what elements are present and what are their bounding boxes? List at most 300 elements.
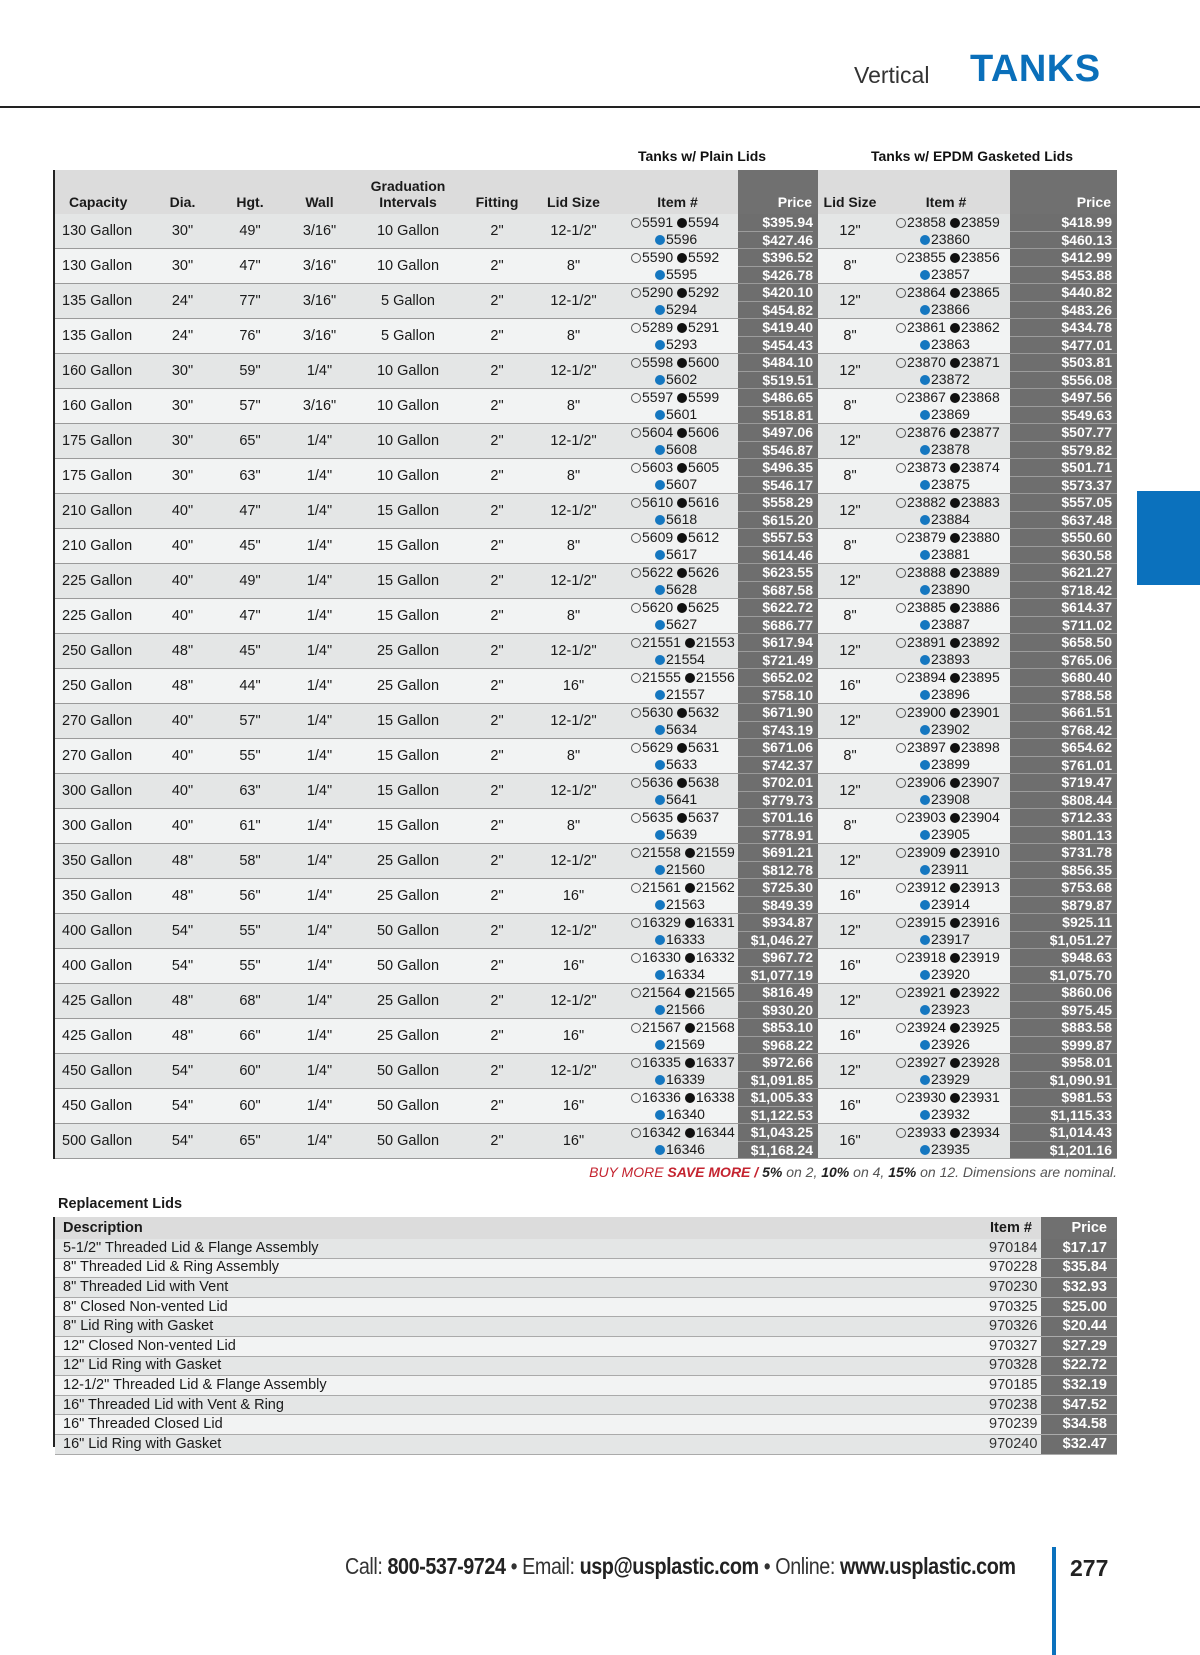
- repl-description: 12-1/2" Threaded Lid & Flange Assembly: [55, 1376, 981, 1396]
- price-standard: $434.78: [1010, 319, 1112, 337]
- item-black: 16337: [695, 1054, 735, 1070]
- item-natural: 23861: [907, 319, 946, 335]
- epdm-price-cell: [1010, 844, 1117, 879]
- graduation-cell: 5 Gallon: [352, 319, 464, 354]
- black-color-icon: [950, 393, 960, 403]
- replacement-row: [55, 1415, 1117, 1435]
- hgt-cell: 61": [213, 809, 287, 844]
- natural-color-icon: [631, 708, 641, 718]
- epdm-items-cell: [882, 249, 1010, 284]
- item-natural: 16336: [642, 1089, 681, 1105]
- price-standard: $967.72: [738, 949, 813, 967]
- graduation-cell: 10 Gallon: [352, 214, 464, 249]
- epdm-items-cell: [882, 1019, 1010, 1054]
- graduation-cell: 15 Gallon: [352, 529, 464, 564]
- epdm-items-cell: [882, 669, 1010, 704]
- item-black: 23928: [960, 1054, 1000, 1070]
- website-link[interactable]: www.usplastic.com: [839, 1553, 1016, 1579]
- lid-size-cell: 16": [530, 879, 617, 914]
- lid-size-cell: 12-1/2": [530, 984, 617, 1019]
- item-natural: 21564: [642, 984, 681, 1000]
- fitting-cell: 2": [464, 914, 530, 949]
- price-blue: $801.13: [1061, 827, 1112, 843]
- blue-color-icon: [920, 340, 930, 350]
- epdm-lids-group-header: Tanks w/ EPDM Gasketed Lids: [870, 148, 1074, 164]
- hgt-cell: 47": [213, 599, 287, 634]
- epdm-lid-size-cell: 16": [818, 879, 882, 914]
- wall-cell: 1/4": [287, 529, 352, 564]
- repl-price: $20.44: [1041, 1317, 1117, 1337]
- item-black: 21559: [695, 844, 735, 860]
- epdm-price-cell: [1010, 1124, 1117, 1159]
- hgt-cell: 59": [213, 354, 287, 389]
- discount-1: 5%: [762, 1164, 783, 1180]
- item-blue: 5294: [666, 301, 698, 317]
- footer-rule: [1052, 1547, 1056, 1655]
- item-blue: 5634: [666, 721, 698, 737]
- black-color-icon: [677, 463, 687, 473]
- plain-items-cell: [617, 914, 738, 949]
- black-color-icon: [950, 953, 960, 963]
- price-standard: $972.66: [738, 1054, 813, 1072]
- black-color-icon: [677, 708, 687, 718]
- dia-cell: 30": [152, 354, 213, 389]
- table-row: [55, 774, 1117, 809]
- blue-color-icon: [655, 1110, 665, 1120]
- price-blue: $1,051.27: [1049, 932, 1112, 948]
- item-blue: 23890: [931, 581, 970, 597]
- item-natural: 5620: [642, 599, 674, 615]
- epdm-items-cell: [882, 214, 1010, 249]
- price-blue: $765.06: [1061, 652, 1112, 668]
- table-row: [55, 1019, 1117, 1054]
- epdm-items-cell: [882, 354, 1010, 389]
- price-blue: $556.08: [1061, 372, 1112, 388]
- item-blue: 23893: [931, 651, 970, 667]
- plain-price-cell: [738, 494, 818, 529]
- epdm-items-cell: [882, 914, 1010, 949]
- capacity-cell: 175 Gallon: [55, 424, 152, 459]
- item-natural: 5630: [642, 704, 674, 720]
- hgt-cell: 63": [213, 459, 287, 494]
- price-standard: $925.11: [1010, 914, 1112, 932]
- item-natural: 5629: [642, 739, 674, 755]
- repl-price: $47.52: [1041, 1395, 1117, 1415]
- table-row: [55, 494, 1117, 529]
- item-blue: 23929: [931, 1071, 970, 1087]
- natural-color-icon: [631, 428, 641, 438]
- capacity-cell: 425 Gallon: [55, 1019, 152, 1054]
- table-row: [55, 564, 1117, 599]
- repl-description: 12" Lid Ring with Gasket: [55, 1356, 981, 1376]
- price-standard: $816.49: [738, 984, 813, 1002]
- discount-2-text: on 4,: [849, 1164, 889, 1180]
- epdm-lid-size-cell: 12": [818, 354, 882, 389]
- item-natural: 16330: [642, 949, 681, 965]
- natural-color-icon: [631, 953, 641, 963]
- price-blue: $779.73: [762, 792, 813, 808]
- epdm-lid-size-cell: 12": [818, 1054, 882, 1089]
- plain-price-cell: [738, 424, 818, 459]
- price-standard: $753.68: [1010, 879, 1112, 897]
- col-price-epdm: Price: [1010, 170, 1117, 214]
- epdm-lid-size-cell: 12": [818, 424, 882, 459]
- graduation-cell: 25 Gallon: [352, 879, 464, 914]
- black-color-icon: [677, 253, 687, 263]
- blue-color-icon: [920, 900, 930, 910]
- lid-size-cell: 16": [530, 1089, 617, 1124]
- price-standard: $719.47: [1010, 774, 1112, 792]
- plain-price-cell: [738, 249, 818, 284]
- fitting-cell: 2": [464, 949, 530, 984]
- dia-cell: 40": [152, 529, 213, 564]
- capacity-cell: 210 Gallon: [55, 494, 152, 529]
- hgt-cell: 49": [213, 214, 287, 249]
- price-standard: $853.10: [738, 1019, 813, 1037]
- black-color-icon: [950, 1058, 960, 1068]
- blue-color-icon: [920, 445, 930, 455]
- section-subtitle: Vertical: [854, 62, 930, 88]
- wall-cell: 1/4": [287, 809, 352, 844]
- replacement-lids-title: Replacement Lids: [58, 1196, 183, 1212]
- black-color-icon: [677, 533, 687, 543]
- item-black: 23877: [960, 424, 1000, 440]
- hgt-cell: 65": [213, 1124, 287, 1159]
- price-standard: $497.06: [738, 424, 813, 442]
- repl-price: $32.93: [1041, 1278, 1117, 1298]
- lid-size-cell: 8": [530, 809, 617, 844]
- table-row: [55, 249, 1117, 284]
- price-standard: $691.21: [738, 844, 813, 862]
- price-blue: $637.48: [1061, 512, 1112, 528]
- natural-color-icon: [896, 498, 906, 508]
- capacity-cell: 250 Gallon: [55, 634, 152, 669]
- price-standard: $883.58: [1010, 1019, 1112, 1037]
- blue-color-icon: [920, 620, 930, 630]
- dia-cell: 30": [152, 459, 213, 494]
- plain-price-cell: [738, 459, 818, 494]
- item-blue: 23884: [931, 511, 970, 527]
- plain-price-cell: [738, 984, 818, 1019]
- repl-description: 16" Threaded Lid with Vent & Ring: [55, 1395, 981, 1415]
- capacity-cell: 270 Gallon: [55, 739, 152, 774]
- price-blue: $460.13: [1061, 232, 1112, 248]
- price-blue: $579.82: [1061, 442, 1112, 458]
- epdm-price-cell: [1010, 354, 1117, 389]
- epdm-items-cell: [882, 879, 1010, 914]
- dia-cell: 30": [152, 424, 213, 459]
- blue-color-icon: [655, 760, 665, 770]
- item-natural: 5289: [642, 319, 674, 335]
- item-blue: 5617: [666, 546, 698, 562]
- epdm-items-cell: [882, 774, 1010, 809]
- blue-color-icon: [920, 515, 930, 525]
- graduation-cell: 10 Gallon: [352, 389, 464, 424]
- item-black: 23907: [960, 774, 1000, 790]
- blue-color-icon: [920, 725, 930, 735]
- blue-color-icon: [655, 1040, 665, 1050]
- lid-size-cell: 16": [530, 949, 617, 984]
- repl-price: $17.17: [1041, 1239, 1117, 1258]
- dia-cell: 48": [152, 984, 213, 1019]
- price-blue: $454.82: [762, 302, 813, 318]
- hgt-cell: 76": [213, 319, 287, 354]
- dia-cell: 24": [152, 319, 213, 354]
- lid-size-cell: 8": [530, 739, 617, 774]
- repl-description: 16" Lid Ring with Gasket: [55, 1434, 981, 1454]
- fitting-cell: 2": [464, 669, 530, 704]
- wall-cell: 1/4": [287, 669, 352, 704]
- epdm-price-cell: [1010, 984, 1117, 1019]
- item-blue: 23878: [931, 441, 970, 457]
- item-black: 23859: [960, 214, 1000, 230]
- plain-price-cell: [738, 949, 818, 984]
- blue-color-icon: [655, 865, 665, 875]
- table-row: [55, 879, 1117, 914]
- blue-color-icon: [920, 760, 930, 770]
- plain-items-cell: [617, 669, 738, 704]
- black-color-icon: [685, 1023, 695, 1033]
- item-black: 23892: [960, 634, 1000, 650]
- natural-color-icon: [631, 813, 641, 823]
- item-black: 23886: [960, 599, 1000, 615]
- epdm-items-cell: [882, 704, 1010, 739]
- replacement-row: [55, 1434, 1117, 1454]
- item-blue: 23920: [931, 966, 970, 982]
- fitting-cell: 2": [464, 284, 530, 319]
- graduation-cell: 5 Gallon: [352, 284, 464, 319]
- natural-color-icon: [631, 883, 641, 893]
- table-row: [55, 214, 1117, 249]
- graduation-cell: 50 Gallon: [352, 914, 464, 949]
- price-standard: $496.35: [738, 459, 813, 477]
- repl-description: 8" Threaded Lid with Vent: [55, 1278, 981, 1298]
- repl-item: 970185: [981, 1376, 1041, 1396]
- item-natural: 16335: [642, 1054, 681, 1070]
- plain-price-cell: [738, 634, 818, 669]
- repl-item: 970326: [981, 1317, 1041, 1337]
- lid-size-cell: 12-1/2": [530, 774, 617, 809]
- epdm-items-cell: [882, 494, 1010, 529]
- plain-items-cell: [617, 249, 738, 284]
- item-natural: 5610: [642, 494, 674, 510]
- blue-color-icon: [920, 795, 930, 805]
- price-blue: $687.58: [762, 582, 813, 598]
- item-blue: 5628: [666, 581, 698, 597]
- graduation-cell: 25 Gallon: [352, 844, 464, 879]
- repl-item: 970239: [981, 1415, 1041, 1435]
- col-wall: Wall: [287, 170, 352, 214]
- item-natural: 5603: [642, 459, 674, 475]
- repl-description: 8" Lid Ring with Gasket: [55, 1317, 981, 1337]
- black-color-icon: [677, 428, 687, 438]
- price-standard: $1,043.25: [738, 1124, 813, 1142]
- black-color-icon: [950, 743, 960, 753]
- plain-items-cell: [617, 1124, 738, 1159]
- plain-lids-group-header: Tanks w/ Plain Lids: [637, 148, 767, 164]
- blue-color-icon: [920, 270, 930, 280]
- epdm-price-cell: [1010, 879, 1117, 914]
- plain-price-cell: [738, 669, 818, 704]
- natural-color-icon: [896, 918, 906, 928]
- item-natural: 23930: [907, 1089, 946, 1105]
- price-standard: $948.63: [1010, 949, 1112, 967]
- blue-color-icon: [655, 1075, 665, 1085]
- price-blue: $426.78: [762, 267, 813, 283]
- item-blue: 16340: [666, 1106, 705, 1122]
- repl-price: $25.00: [1041, 1297, 1117, 1317]
- natural-color-icon: [896, 288, 906, 298]
- wall-cell: 1/4": [287, 844, 352, 879]
- wall-cell: 1/4": [287, 1124, 352, 1159]
- epdm-lid-size-cell: 8": [818, 389, 882, 424]
- dia-cell: 30": [152, 389, 213, 424]
- epdm-items-cell: [882, 1124, 1010, 1159]
- plain-price-cell: [738, 809, 818, 844]
- black-color-icon: [950, 498, 960, 508]
- capacity-cell: 270 Gallon: [55, 704, 152, 739]
- black-color-icon: [677, 288, 687, 298]
- lid-size-cell: 8": [530, 599, 617, 634]
- fitting-cell: 2": [464, 1054, 530, 1089]
- blue-color-icon: [655, 655, 665, 665]
- epdm-lid-size-cell: 8": [818, 249, 882, 284]
- blue-color-icon: [920, 480, 930, 490]
- natural-color-icon: [631, 533, 641, 543]
- blue-color-icon: [655, 480, 665, 490]
- price-blue: $742.37: [762, 757, 813, 773]
- item-black: 21568: [695, 1019, 735, 1035]
- natural-color-icon: [631, 1058, 641, 1068]
- hgt-cell: 57": [213, 704, 287, 739]
- plain-items-cell: [617, 529, 738, 564]
- item-natural: 23921: [907, 984, 946, 1000]
- save-more-text: SAVE MORE /: [667, 1164, 763, 1180]
- email-label: • Email:: [505, 1553, 580, 1579]
- price-standard: $621.27: [1010, 564, 1112, 582]
- col-repl-item: Item #: [981, 1217, 1041, 1239]
- natural-color-icon: [896, 393, 906, 403]
- col-capacity: Capacity: [55, 170, 152, 214]
- black-color-icon: [685, 848, 695, 858]
- plain-price-cell: [738, 319, 818, 354]
- item-black: 23931: [960, 1089, 1000, 1105]
- lid-size-cell: 12-1/2": [530, 844, 617, 879]
- item-blue: 23914: [931, 896, 970, 912]
- price-standard: $420.10: [738, 284, 813, 302]
- epdm-price-cell: [1010, 599, 1117, 634]
- price-blue: $761.01: [1061, 757, 1112, 773]
- epdm-items-cell: [882, 284, 1010, 319]
- wall-cell: 1/4": [287, 354, 352, 389]
- natural-color-icon: [896, 428, 906, 438]
- price-blue: $856.35: [1061, 862, 1112, 878]
- price-blue: $453.88: [1061, 267, 1112, 283]
- repl-description: 16" Threaded Closed Lid: [55, 1415, 981, 1435]
- email-link[interactable]: usp@usplastic.com: [579, 1553, 759, 1579]
- price-blue: $812.78: [762, 862, 813, 878]
- col-dia: Dia.: [152, 170, 213, 214]
- price-standard: $860.06: [1010, 984, 1112, 1002]
- capacity-cell: 135 Gallon: [55, 319, 152, 354]
- price-standard: $1,005.33: [738, 1089, 813, 1107]
- lid-size-cell: 16": [530, 669, 617, 704]
- item-black: 5605: [688, 459, 720, 475]
- plain-items-cell: [617, 844, 738, 879]
- epdm-price-cell: [1010, 389, 1117, 424]
- natural-color-icon: [631, 218, 641, 228]
- item-natural: 5590: [642, 249, 674, 265]
- phone-number[interactable]: 800-537-9724: [387, 1553, 506, 1579]
- fitting-cell: 2": [464, 599, 530, 634]
- item-black: 16344: [695, 1124, 735, 1140]
- plain-items-cell: [617, 214, 738, 249]
- dia-cell: 54": [152, 1124, 213, 1159]
- epdm-price-cell: [1010, 284, 1117, 319]
- item-blue: 23887: [931, 616, 970, 632]
- item-black: 5638: [688, 774, 720, 790]
- price-blue: $1,168.24: [750, 1142, 813, 1158]
- item-black: 5637: [688, 809, 720, 825]
- item-blue: 21563: [666, 896, 705, 912]
- graduation-cell: 15 Gallon: [352, 774, 464, 809]
- discount-3-text: on 12. Dimensions are nominal.: [916, 1164, 1117, 1180]
- price-blue: $778.91: [762, 827, 813, 843]
- blue-color-icon: [920, 235, 930, 245]
- blue-color-icon: [655, 585, 665, 595]
- epdm-items-cell: [882, 1054, 1010, 1089]
- plain-price-cell: [738, 704, 818, 739]
- black-color-icon: [950, 463, 960, 473]
- item-black: 23925: [960, 1019, 1000, 1035]
- plain-items-cell: [617, 389, 738, 424]
- item-black: 5606: [688, 424, 720, 440]
- lid-size-cell: 8": [530, 459, 617, 494]
- price-blue: $711.02: [1062, 617, 1112, 633]
- price-standard: $680.40: [1010, 669, 1112, 687]
- discount-2: 10%: [821, 1164, 850, 1180]
- lid-size-cell: 12-1/2": [530, 1054, 617, 1089]
- item-blue: 5627: [666, 616, 698, 632]
- item-natural: 23873: [907, 459, 946, 475]
- table-row: [55, 459, 1117, 494]
- item-natural: 23885: [907, 599, 946, 615]
- blue-color-icon: [655, 340, 665, 350]
- black-color-icon: [950, 1128, 960, 1138]
- fitting-cell: 2": [464, 809, 530, 844]
- item-blue: 21566: [666, 1001, 705, 1017]
- item-black: 16332: [695, 949, 735, 965]
- blue-color-icon: [655, 690, 665, 700]
- fitting-cell: 2": [464, 739, 530, 774]
- item-blue: 23860: [931, 231, 970, 247]
- repl-description: 8" Closed Non-vented Lid: [55, 1297, 981, 1317]
- item-blue: 5618: [666, 511, 698, 527]
- epdm-items-cell: [882, 844, 1010, 879]
- col-description: Description: [55, 1217, 981, 1239]
- plain-items-cell: [617, 459, 738, 494]
- wall-cell: 1/4": [287, 739, 352, 774]
- plain-price-cell: [738, 354, 818, 389]
- item-natural: 21551: [642, 634, 681, 650]
- plain-price-cell: [738, 564, 818, 599]
- plain-items-cell: [617, 879, 738, 914]
- lid-size-cell: 12-1/2": [530, 354, 617, 389]
- plain-price-cell: [738, 1054, 818, 1089]
- wall-cell: 1/4": [287, 1054, 352, 1089]
- dia-cell: 54": [152, 1089, 213, 1124]
- item-blue: 5608: [666, 441, 698, 457]
